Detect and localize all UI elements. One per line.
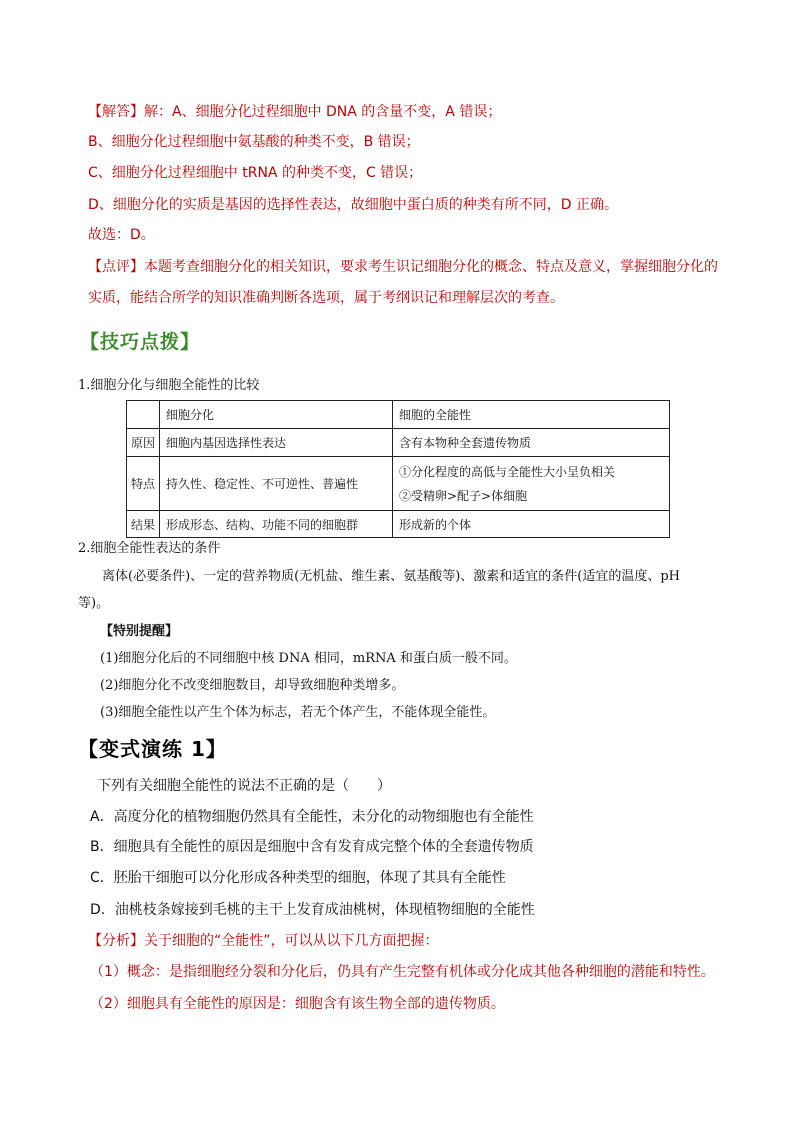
answer-line-1: 【解答】解：A、细胞分化过程细胞中 DNA 的含量不变，A 错误； (88, 104, 502, 120)
reminder-title: 【特别提醒】 (100, 624, 179, 639)
table-header-diff: 细胞分化 (160, 401, 393, 429)
tips-heading: 【技巧点拨】 (80, 331, 201, 353)
row-label: 结果 (127, 511, 160, 538)
analysis-point: （2）细胞具有全能性的原因是：细胞含有该生物全部的遗传物质。 (90, 996, 505, 1012)
comment-tag: 【点评】 (88, 259, 144, 275)
row-diff: 形成形态、结构、功能不同的细胞群 (160, 511, 393, 538)
row-label: 特点 (127, 457, 160, 511)
row-diff: 细胞内基因选择性表达 (160, 429, 393, 457)
conditions-line-1: 离体(必要条件)、一定的营养物质(无机盐、维生素、氨基酸等)、激素和适宜的条件(适宜的温度、pH (102, 569, 681, 584)
row-total (393, 457, 670, 511)
conditions-title: 2.细胞全能性表达的条件 (78, 541, 221, 556)
row-diff: 持久性、稳定性、不可逆性、普遍性 (160, 457, 393, 511)
question-option-a: A．高度分化的植物细胞仍然具有全能性，未分化的动物细胞也有全能性 (90, 809, 534, 825)
comment-line-2: 实质，能结合所学的知识准确判断各选项，属于考纲识记和理解层次的考查。 (88, 290, 564, 306)
question-option-d: D．油桃枝条嫁接到毛桃的主干上发育成油桃树，体现植物细胞的全能性 (90, 902, 535, 918)
reminder-item: (3)细胞全能性以产生个体为标志，若无个体产生，不能体现全能性。 (100, 705, 496, 720)
table-header-row (127, 401, 670, 429)
table-header-blank (127, 401, 160, 429)
row-label: 原因 (127, 429, 160, 457)
answer-line-3: C、细胞分化过程细胞中 tRNA 的种类不变，C 错误； (88, 165, 423, 181)
question-option-b: B．细胞具有全能性的原因是细胞中含有发育成完整个体的全套遗传物质 (90, 839, 534, 855)
question-stem: 下列有关细胞全能性的说法不正确的是（ ） (97, 778, 391, 794)
row-total-line: ②受精卵>配子>体细胞 (399, 488, 528, 503)
table-header-total: 细胞的全能性 (393, 401, 670, 429)
variant-heading: 【变式演练 1】 (78, 737, 227, 761)
answer-line-2: B、细胞分化过程细胞中氨基酸的种类不变，B 错误； (88, 134, 420, 150)
reminder-item: (2)细胞分化不改变细胞数目，却导致细胞种类增多。 (100, 678, 405, 693)
analysis-point: （1）概念：是指细胞经分裂和分化后，仍具有产生完整有机体或分化成其他各种细胞的潜能和特性。 (90, 964, 715, 980)
row-total-line: ①分化程度的高低与全能性大小呈负相关 (399, 464, 616, 479)
analysis-tag: 【分析】 (88, 933, 144, 949)
reminder-item: (1)细胞分化后的不同细胞中核 DNA 相同，mRNA 和蛋白质一般不同。 (100, 651, 517, 666)
comment-line-1: 【点评】本题考查细胞分化的相关知识，要求考生识记细胞分化的概念、特点及意义，掌握细胞分化的 (88, 259, 718, 275)
row-total: 含有本物种全套遗传物质 (393, 429, 670, 457)
answer-line-5: 故选：D。 (88, 227, 155, 243)
table-row (127, 511, 670, 538)
row-total: 形成新的个体 (393, 511, 670, 538)
question-option-c: C．胚胎干细胞可以分化形成各种类型的细胞，体现了其具有全能性 (90, 870, 506, 886)
comparison-title: 1.细胞分化与细胞全能性的比较 (78, 378, 260, 393)
answer-tag: 【解答】 (88, 104, 144, 120)
answer-line-4: D、细胞分化的实质是基因的选择性表达，故细胞中蛋白质的种类有所不同，D 正确。 (88, 197, 619, 213)
conditions-line-2: 等)。 (78, 596, 110, 611)
analysis-intro: 【分析】关于细胞的“全能性”，可以从以下几方面把握： (88, 933, 439, 949)
table-row (127, 429, 670, 457)
comparison-table (126, 400, 670, 538)
table-row (127, 457, 670, 511)
